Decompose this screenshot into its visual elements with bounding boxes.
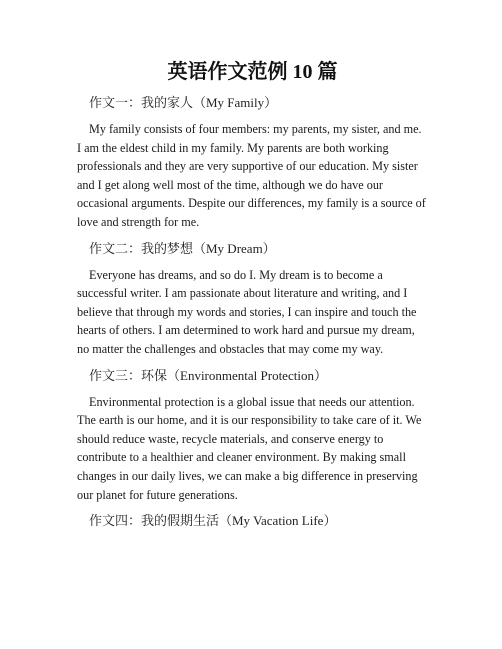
document-title: 英语作文范例 10 篇 [167,61,338,83]
essay-body: Everyone has dreams, and so do I. My dream is to become a successful writer. I am passionate about literature and writing, and I believe that through my words and stories, I can inspire and touch the hearts of others. I am determined to work hard and pursue my dream, no matter the challenges and obstacles that may come my way. [77,267,417,356]
essay-heading: 作文二：我的梦想（My Dream） [89,240,276,256]
essay-section-4 [77,512,428,530]
essay-body: Environmental protection is a global issue that needs our attention. The earth is our home, and it is our responsibility to take care of it. We should reduce waste, recycle materials, and conserve energy to contribute to a healthier and cleaner environment. By making small changes in our daily lives, we can make a big difference in preserving our planet for future generations. [77,394,422,502]
essay-section-1 [77,94,428,232]
essay-heading: 作文一：我的家人（My Family） [89,95,278,110]
essay-heading: 作文四：我的假期生活（My Vacation Life） [89,513,337,529]
essay-section-2 [77,240,428,359]
essay-body: My family consists of four members: my parents, my sister, and me. I am the eldest child in my family. My parents are both working professionals and they are very supportive of our education. My sister and I get along well most of the time, although we do have our occasional arguments. Despite our differences, my family is a source of love and strength for me. [77,122,426,229]
essay-heading: 作文三：环保（Environmental Protection） [89,367,327,383]
essay-section-3 [77,367,428,505]
